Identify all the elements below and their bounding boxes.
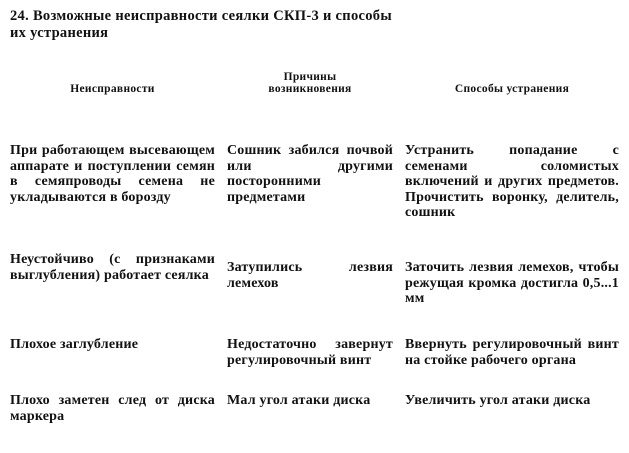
table-row-1-fault: При работающем высевающем аппарате и поступлении семян в семяпроводы семена не укладываются в борозду [10,143,215,205]
header-remedies: Способы устранения [454,83,570,95]
header-faults: Неисправности [70,83,155,95]
header-causes-line-1: Причины [283,71,337,83]
section-title [10,8,570,42]
table-row-4-cause: Мал угол атаки диска [227,393,371,408]
table-row-2-remedy: Заточить лезвия лемехов, чтобы режущая кромка достигла 0,5...1 мм [405,260,619,306]
table-row-2-cause: Затупились лезвия лемехов [227,260,393,291]
header-causes-line-2: возникновения [268,83,352,95]
section-title-line-2: их устранения [10,25,109,41]
table-row-3-fault: Плохое заглубление [10,337,139,352]
table-row-3-cause: Недостаточно завернут регулировочный винт [227,337,393,368]
table-row-4-remedy: Увеличить угол атаки диска [405,393,591,408]
table-row-1-remedy: Устранить попадание с семенами соломистых включений и других предметов. Прочистить воронку, делитель, сошник [405,143,619,220]
section-title-line-1: 24. Возможные неисправности сеялки СКП-3 и способы [10,8,392,24]
header-causes [227,71,393,95]
table-row-2-fault: Неустойчиво (с признаками выглубления) работает сеялка [10,252,215,283]
table-row-4-fault: Плохо заметен след от диска маркера [10,393,215,424]
table-row-1-cause: Сошник забился почвой или другими посторонними предметами [227,143,393,205]
table-row-3-remedy: Ввернуть регулировочный винт на стойке рабочего органа [405,337,619,368]
